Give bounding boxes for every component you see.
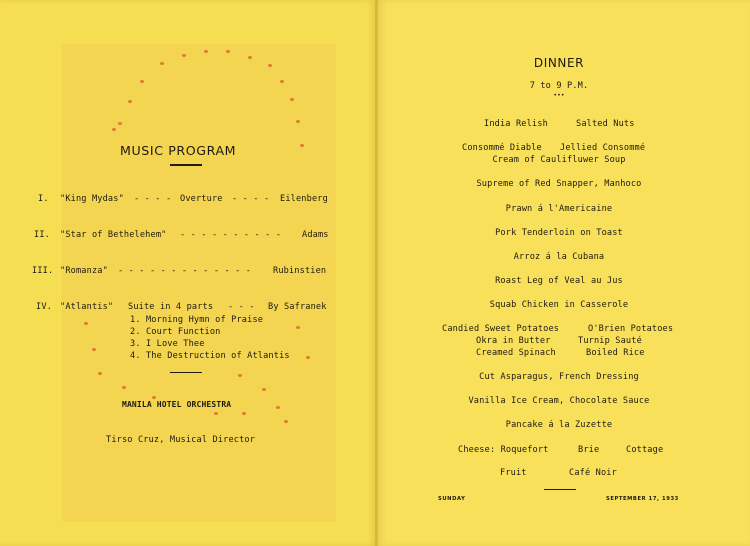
- dish: Vanilla Ice Cream, Chocolate Sauce: [468, 396, 650, 406]
- item-dashes: - - - -: [232, 194, 270, 204]
- item-numeral: IV.: [36, 302, 52, 312]
- speck: [182, 54, 186, 57]
- dish: Brie: [578, 445, 600, 455]
- speck: [92, 348, 96, 351]
- dish: Boiled Rice: [586, 348, 645, 358]
- suite-part: 3. I Love Thee: [130, 339, 205, 349]
- speck: [214, 412, 218, 415]
- item-numeral: III.: [32, 266, 54, 276]
- dish: Arroz á la Cubana: [513, 252, 605, 262]
- speck: [112, 128, 116, 131]
- dish: Café Noir: [569, 468, 617, 478]
- speck: [296, 326, 300, 329]
- ornament: •••: [553, 92, 565, 99]
- speck: [226, 50, 230, 53]
- item-composer: Eilenberg: [280, 194, 328, 204]
- dish: Turnip Sauté: [578, 336, 642, 346]
- dish: Consommé Diable: [462, 143, 542, 153]
- orchestra-name: MANILA HOTEL ORCHESTRA: [122, 400, 232, 409]
- suite-part: 1. Morning Hymn of Praise: [130, 315, 264, 325]
- speck: [152, 396, 156, 399]
- dinner-time: 7 to 9 P.M.: [529, 81, 589, 91]
- item-numeral: I.: [38, 194, 49, 204]
- speck: [248, 56, 252, 59]
- menu-date: SEPTEMBER 17, 1933: [606, 496, 679, 502]
- item-composer: By Safranek: [268, 302, 327, 312]
- item-dashes: - - - - - - - - - -: [180, 230, 282, 240]
- item-numeral: II.: [34, 230, 50, 240]
- dish: India Relish: [484, 119, 548, 129]
- dinner-menu-page: [378, 0, 750, 546]
- speck: [276, 406, 280, 409]
- dish: Squab Chicken in Casserole: [489, 300, 629, 310]
- item-dashes: - - - -: [134, 194, 172, 204]
- item-title: "Star of Bethelehem": [60, 230, 167, 240]
- item-composer: Rubinstien: [273, 266, 327, 276]
- speck: [242, 412, 246, 415]
- dish: Roast Leg of Veal au Jus: [495, 276, 623, 286]
- footer-rule: [544, 489, 576, 490]
- speck: [306, 356, 310, 359]
- dish: Supreme of Red Snapper, Manhoco: [476, 179, 642, 189]
- dish: Cheese: Roquefort: [458, 445, 549, 455]
- item-description: Overture: [180, 194, 223, 204]
- item-dashes: - - -: [228, 302, 255, 312]
- dish: Creamed Spinach: [476, 348, 556, 358]
- dish: Cottage: [626, 445, 664, 455]
- dish: Salted Nuts: [576, 119, 635, 129]
- item-title: "Atlantis": [60, 302, 114, 312]
- speck: [160, 62, 164, 65]
- suite-part: 2. Court Function: [130, 327, 221, 337]
- speck: [122, 386, 126, 389]
- dish: Pancake á la Zuzette: [505, 420, 613, 430]
- speck: [204, 50, 208, 53]
- speck: [268, 64, 272, 67]
- speck: [128, 100, 132, 103]
- menu-day: SUNDAY: [438, 496, 466, 502]
- faded-print-area: [62, 44, 336, 522]
- item-title: "Romanza": [60, 266, 108, 276]
- musical-director: Tirso Cruz, Musical Director: [106, 435, 256, 445]
- speck: [300, 144, 304, 147]
- speck: [84, 322, 88, 325]
- dish: O'Brien Potatoes: [588, 324, 674, 334]
- speck: [140, 80, 144, 83]
- dish: Cut Asparagus, French Dressing: [479, 372, 639, 382]
- dish: Prawn á l'Americaine: [505, 204, 613, 214]
- speck: [238, 374, 242, 377]
- speck: [296, 120, 300, 123]
- dish: Fruit: [500, 468, 527, 478]
- title-rule: [170, 164, 202, 166]
- item-dashes: - - - - - - - - - - - - -: [118, 266, 252, 276]
- speck: [290, 98, 294, 101]
- speck: [284, 420, 288, 423]
- item-description: Suite in 4 parts: [128, 302, 214, 312]
- suite-part: 4. The Destruction of Atlantis: [130, 351, 290, 361]
- section-rule: [170, 372, 202, 373]
- speck: [280, 80, 284, 83]
- item-title: "King Mydas": [60, 194, 124, 204]
- dish: Candied Sweet Potatoes: [442, 324, 560, 334]
- speck: [118, 122, 122, 125]
- speck: [262, 388, 266, 391]
- dish: Pork Tenderloin on Toast: [495, 228, 623, 238]
- item-composer: Adams: [302, 230, 329, 240]
- speck: [98, 372, 102, 375]
- music-program-title: MUSIC PROGRAM: [120, 143, 237, 158]
- dish: Jellied Consommé: [560, 143, 646, 153]
- dinner-title: DINNER: [533, 56, 585, 70]
- dish: Cream of Caulifluwer Soup: [492, 155, 626, 165]
- dish: Okra in Butter: [476, 336, 551, 346]
